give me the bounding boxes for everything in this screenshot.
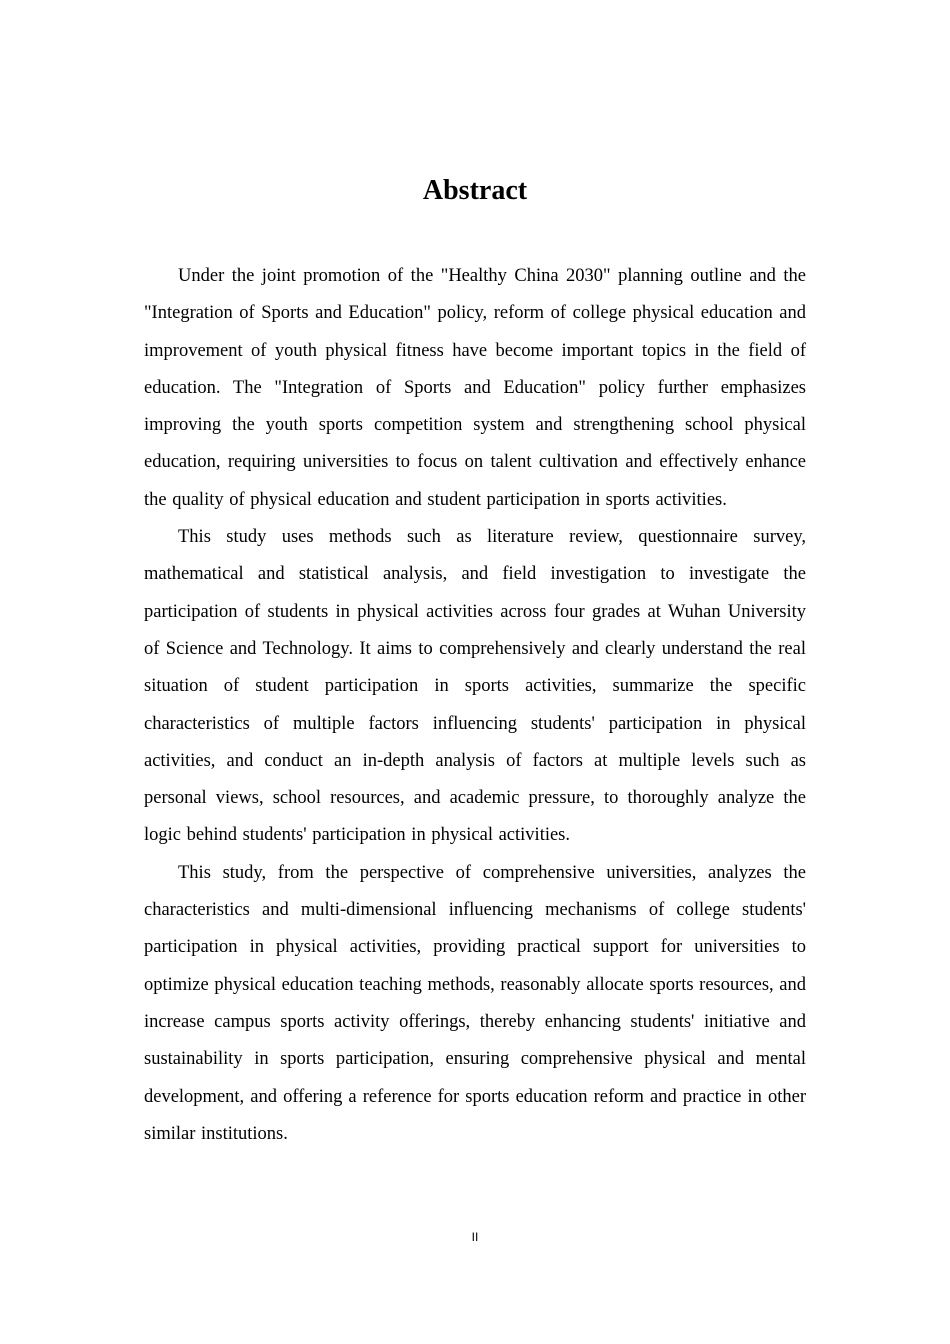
abstract-paragraph-1: Under the joint promotion of the "Healthy China 2030" planning outline and the "Integration of Sports and Education" policy, reform of college physical education and improvement of youth physical fitness have become important topics in the field of education. The "Integration of Sports and Education" policy further emphasizes improving the youth sports competition system and strengthening school physical education, requiring universities to focus on talent cultivation and effectively enhance the quality of physical education and student participation in sports activities. — [144, 266, 806, 510]
abstract-paragraph-2: This study uses methods such as literature review, questionnaire survey, mathematical and statistical analysis, and field investigation to investigate the participation of students in physical activities across four grades at Wuhan University of Science and Technology. It aims to comprehensively and clearly understand the real situation of student participation in sports activities, summarize the specific characteristics of multiple factors influencing students' participation in physical activities, and conduct an in-depth analysis of factors at multiple levels such as personal views, school resources, and academic pressure, to thoroughly analyze the logic behind students' participation in physical activities. — [144, 527, 806, 846]
abstract-paragraph-3: This study, from the perspective of comprehensive universities, analyzes the characteristics and multi-dimensional influencing mechanisms of college students' participation in physical activities, providing practical support for universities to optimize physical education teaching methods, reasonably allocate sports resources, and increase campus sports activity offerings, thereby enhancing students' initiative and sustainability in sports participation, ensuring comprehensive physical and mental development, and offering a reference for sports education reform and practice in other similar institutions. — [144, 862, 806, 1144]
page-title: Abstract — [422, 175, 528, 206]
abstract-body — [144, 258, 806, 1153]
page-number: II — [471, 1230, 479, 1244]
